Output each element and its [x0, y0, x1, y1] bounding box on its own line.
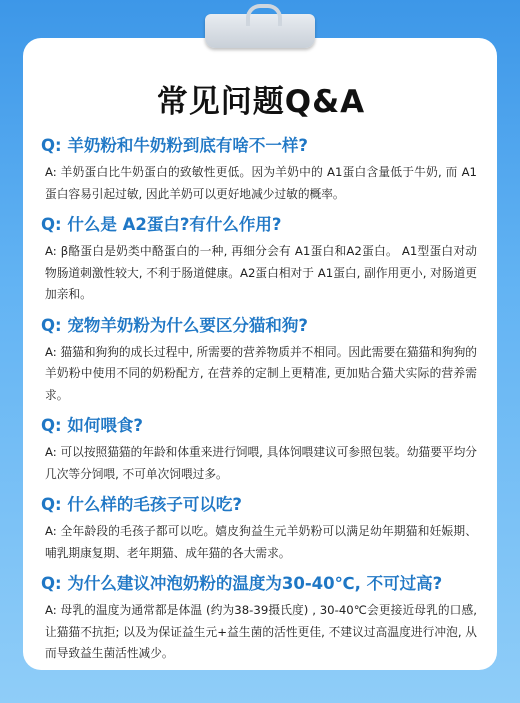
- faq-answer: A: 猫猫和狗狗的成长过程中, 所需要的营养物质并不相同。因此需要在猫猫和狗狗的羊奶粉中使用不同的奶粉配方, 在营养的定制上更精准, 更加贴合猫犬实际的营养需求。: [45, 344, 477, 402]
- faq-item-3: [41, 315, 477, 407]
- faq-question: Q: 什么样的毛孩子可以吃?: [41, 495, 242, 514]
- faq-item-2: [41, 214, 477, 306]
- faq-answer: A: 全年龄段的毛孩子都可以吃。嬉皮狗益生元羊奶粉可以满足幼年期猫和妊娠期、哺乳期康复期、老年期猫、成年猫的各大需求。: [45, 524, 477, 560]
- page-title: 常见问题Q&A: [156, 84, 366, 120]
- faq-card: [23, 38, 497, 670]
- faq-item-5: [41, 494, 477, 564]
- faq-item-6: [41, 573, 477, 665]
- faq-question: Q: 宠物羊奶粉为什么要区分猫和狗?: [41, 315, 308, 335]
- faq-answer: A: 可以按照猫猫的年龄和体重来进行饲喂, 具体饲喂建议可参照包装。幼猫要平均分几次等分饲喂, 不可单次饲喂过多。: [45, 445, 477, 481]
- faq-answer: A: 母乳的温度为通常都是体温 (约为38-39摄氏度) , 30-40℃会更接近母乳的口感, 让猫猫不抗拒; 以及为保证益生元+益生菌的活性更佳, 不建议过高温度进行冲泡, 从而导致益生菌活性减少。: [45, 603, 477, 660]
- faq-question: Q: 为什么建议冲泡奶粉的温度为30-40℃, 不可过高?: [41, 574, 443, 593]
- faq-answer: A: 羊奶蛋白比牛奶蛋白的致敏性更低。因为羊奶中的 A1蛋白含量低于牛奶, 而 A1蛋白容易引起过敏, 因此羊奶可以更好地减少过敏的概率。: [45, 165, 477, 201]
- faq-question: Q: 什么是 A2蛋白?有什么作用?: [41, 215, 282, 234]
- faq-item-1: [41, 135, 477, 205]
- faq-answer: A: β酪蛋白是奶类中酪蛋白的一种, 再细分会有 A1蛋白和A2蛋白。 A1型蛋白对动物肠道刺激性较大, 不利于肠道健康。A2蛋白相对于 A1蛋白, 副作用更小, 对肠道更加亲和。: [45, 244, 477, 301]
- faq-question: Q: 如何喂食?: [41, 416, 143, 435]
- faq-question: Q: 羊奶粉和牛奶粉到底有啥不一样?: [41, 136, 308, 155]
- clipboard-clip: [205, 14, 315, 48]
- faq-item-4: [41, 415, 477, 485]
